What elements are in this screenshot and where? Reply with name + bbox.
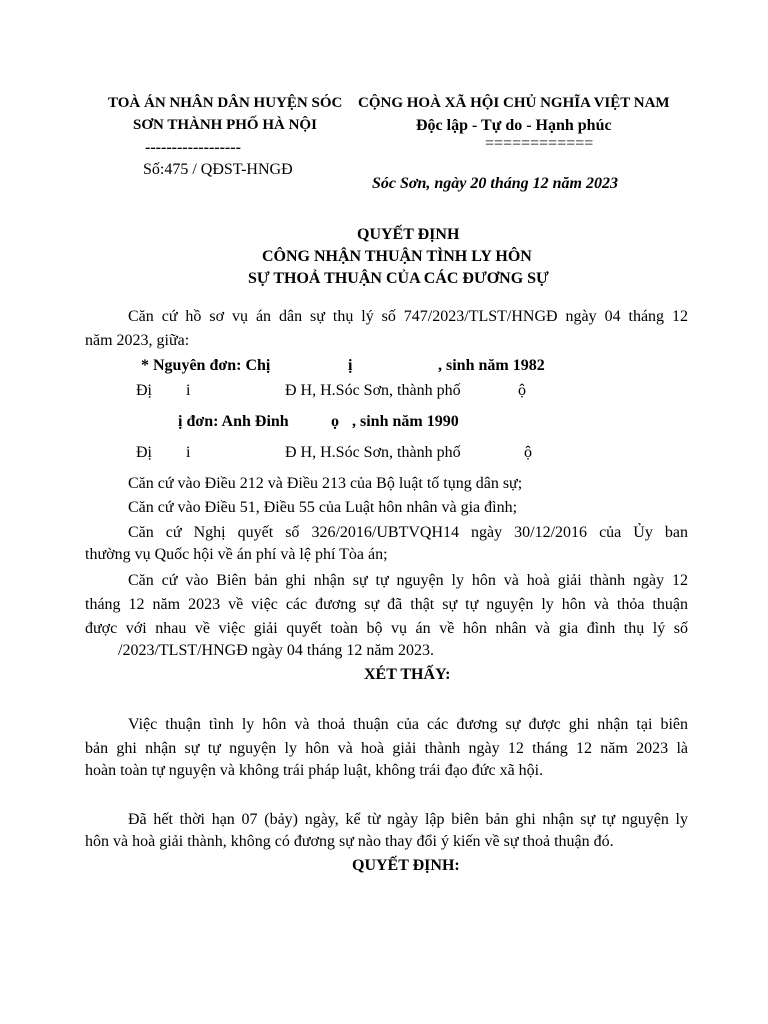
country-name: CỘNG HOÀ XÃ HỘI CHỦ NGHĨA VIỆT NAM [358,95,670,111]
findings-paragraph-1-line-3: hoàn toàn tự nguyện và không trái pháp luật, không trái đạo đức xã hội. [85,762,544,779]
findings-paragraph-2-line-1: Đã hết thời hạn 07 (bảy) ngày, kể từ ngày lập biên bản ghi nhận sự tự nguyện ly [128,811,688,828]
defendant-address-fragment-1: Đị [136,444,152,461]
case-file-basis-line-2: năm 2023, giữa: [85,332,190,349]
record-basis-line-2: tháng 12 năm 2023 về việc các đương sự đã thật sự tự nguyện ly hôn và thỏa thuận [85,596,688,613]
court-divider: ------------------ [145,139,241,156]
resolution-basis-line-2: thường vụ Quốc hội về án phí và lệ phí Tòa án; [85,546,388,563]
defendant-address-fragment-4: ộ [524,444,532,461]
record-basis-line-3: được với nhau về việc giải quyết toàn bộ vụ án về hôn nhân và gia đình thụ lý số [85,620,688,637]
plaintiff-label: * Nguyên đơn: Chị [141,357,271,374]
plaintiff-name-fragment: ị [348,357,353,374]
resolution-basis-line-1: Căn cứ Nghị quyết số 326/2016/UBTVQH14 ngày 30/12/2016 của Ủy ban [128,524,688,541]
plaintiff-address-fragment-4: ộ [518,382,526,399]
defendant-address-fragment-3: Đ H, H.Sóc Sơn, thành phố [285,444,461,461]
document-subtitle-2: SỰ THOẢ THUẬN CỦA CÁC ĐƯƠNG SỰ [248,270,549,287]
defendant-address-fragment-2: i [186,444,191,461]
family-law-basis: Căn cứ vào Điều 51, Điều 55 của Luật hôn nhân và gia đình; [128,499,518,516]
findings-heading: XÉT THẤY: [364,666,451,683]
motto-divider: ============ [485,135,594,152]
case-number: Số:475 / QĐST-HNGĐ [143,161,293,178]
document-subtitle-1: CÔNG NHẬN THUẬN TÌNH LY HÔN [262,248,532,265]
case-file-basis-line-1: Căn cứ hồ sơ vụ án dân sự thụ lý số 747/2023/TLST/HNGĐ ngày 04 tháng 12 [128,308,688,325]
civil-procedure-basis: Căn cứ vào Điều 212 và Điều 213 của Bộ luật tố tụng dân sự; [128,475,523,492]
document-title: QUYẾT ĐỊNH [357,226,460,243]
record-basis-line-1: Căn cứ vào Biên bản ghi nhận sự tự nguyện ly hôn và hoà giải thành ngày 12 [128,572,688,589]
findings-paragraph-1-line-2: bản ghi nhận sự tự nguyện ly hôn và hoà giải thành ngày 12 tháng 12 năm 2023 là [85,740,688,757]
plaintiff-address-fragment-3: Đ H, H.Sóc Sơn, thành phố [285,382,461,399]
record-basis-line-4: /2023/TLST/HNGĐ ngày 04 tháng 12 năm 2023. [118,642,434,659]
plaintiff-address-fragment-2: i [186,382,191,399]
court-name-line-1: TOÀ ÁN NHÂN DÂN HUYỆN SÓC [108,95,343,111]
plaintiff-birth-year: , sinh năm 1982 [438,357,545,374]
defendant-name-fragment: ọ [331,413,339,430]
decision-heading: QUYẾT ĐỊNH: [352,857,460,874]
findings-paragraph-2-line-2: hôn và hoà giải thành, không có đương sự nào thay đổi ý kiến về sự thoả thuận đó. [85,833,614,850]
defendant-birth-year: , sinh năm 1990 [352,413,459,430]
findings-paragraph-1-line-1: Việc thuận tình ly hôn và thoả thuận của các đương sự được ghi nhận tại biên [128,716,688,733]
court-name-line-2: SƠN THÀNH PHỐ HÀ NỘI [133,117,317,133]
national-motto: Độc lập - Tự do - Hạnh phúc [416,117,612,134]
place-and-date: Sóc Sơn, ngày 20 tháng 12 năm 2023 [372,175,618,192]
plaintiff-address-fragment-1: Đị [136,382,152,399]
defendant-label: ị đơn: Anh Đinh [178,413,289,430]
